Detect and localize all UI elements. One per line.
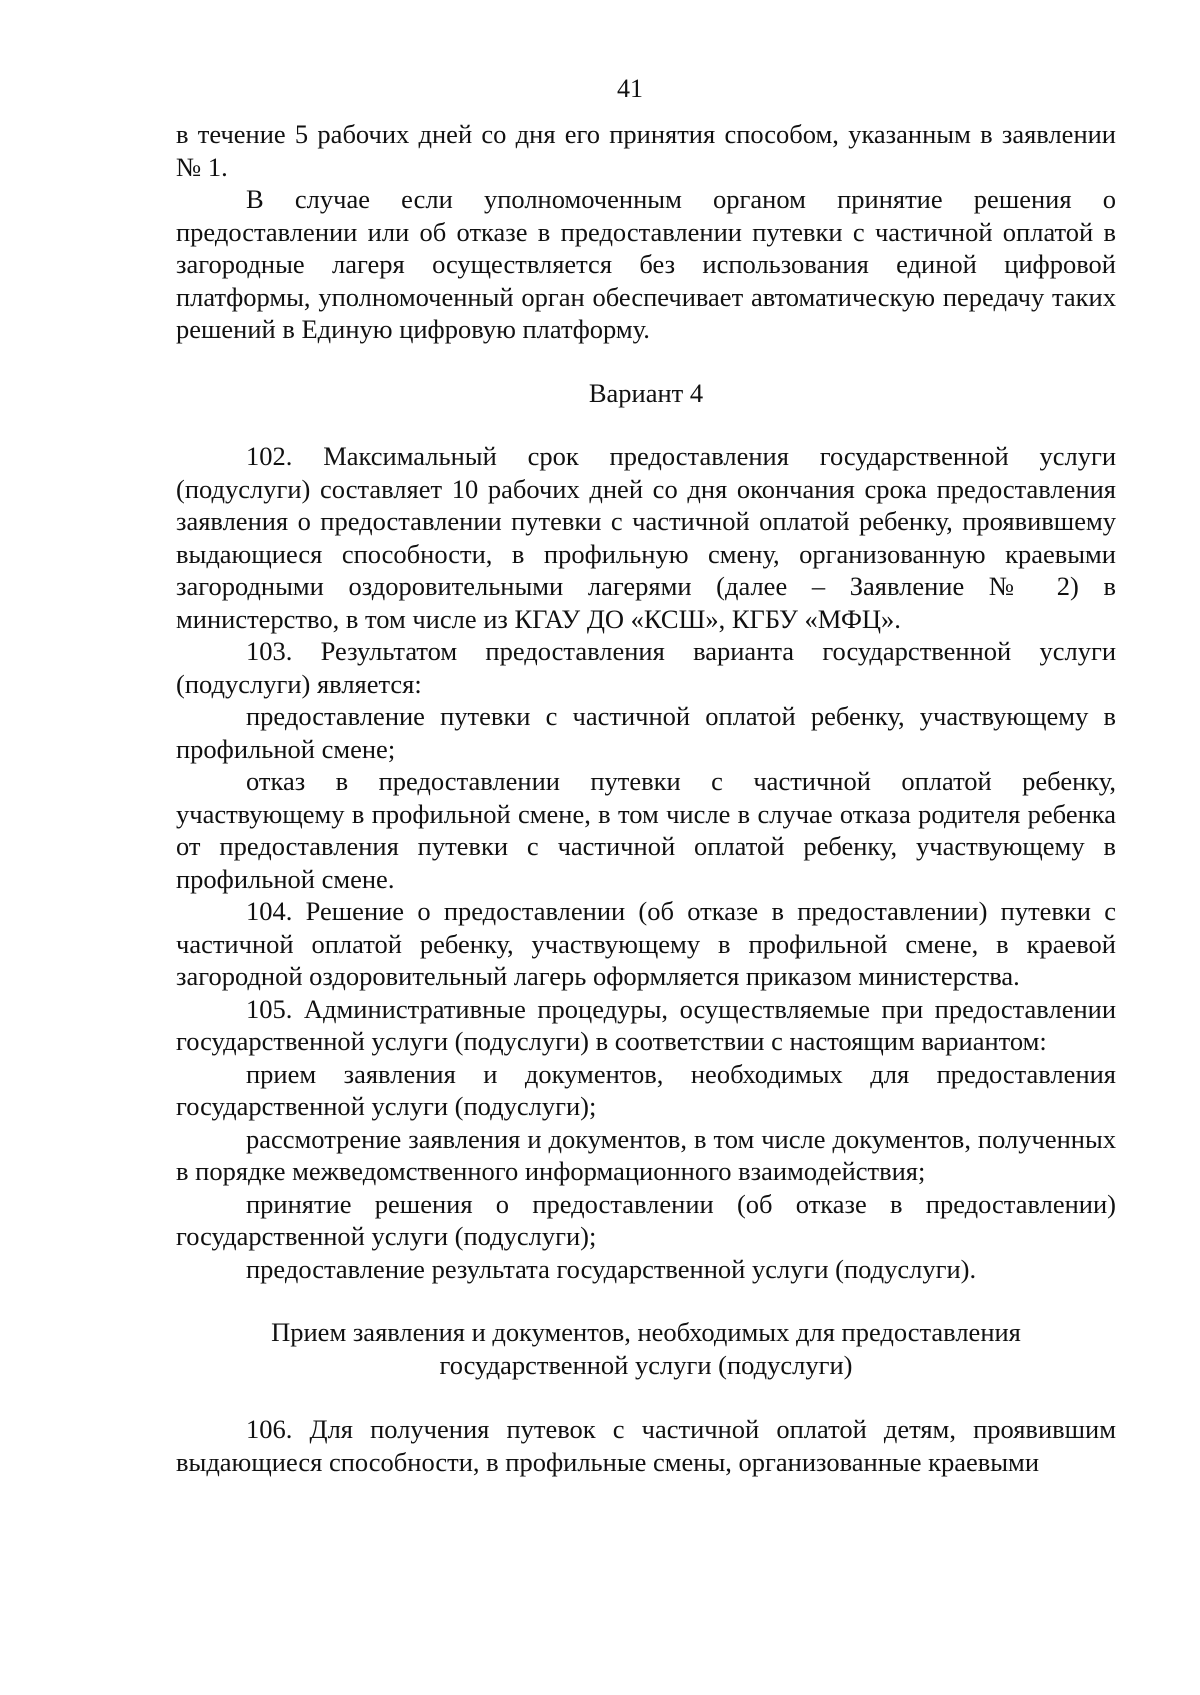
paragraph: в течение 5 рабочих дней со дня его принятия способом, указанным в заявлении № 1. [176,119,1116,182]
paragraph: 106. Для получения путевок с частичной оплатой детям, проявившим выдающиеся способности, в профильные смены, организованные краевыми [176,1414,1116,1477]
section-heading-variant: Вариант 4 [588,377,704,408]
paragraph: рассмотрение заявления и документов, в том числе документов, полученных в порядке межведомственного информационного взаимодействия; [176,1123,1116,1186]
spacer [176,1381,1116,1413]
section-heading-reception-line1: Прием заявления и документов, необходимых для предоставления [271,1317,1021,1347]
paragraph: 104. Решение о предоставлении (об отказе в предоставлении) путевки с частичной оплатой ребенку, участвующему в профильной смене, в краевой загородной оздоровительный лагерь оформляется приказом министерства. [176,896,1116,991]
document-body [176,118,1116,1478]
section-heading-reception-line2: государственной услуги (подуслуги) [439,1349,853,1380]
paragraph: предоставление путевки с частичной оплатой ребенку, участвующему в профильной смене; [176,701,1116,764]
spacer [176,1285,1116,1316]
paragraph: 105. Административные процедуры, осуществляемые при предоставлении государственной услуги (подуслуги) в соответствии с настоящим вариантом: [176,993,1116,1056]
paragraph: В случае если уполномоченным органом принятие решения о предоставлении или об отказе в предоставлении путевки с частичной оплатой в загородные лагеря осуществляется без использования единой цифровой платформы, уполномоченный орган обеспечивает автоматическую передачу таких решений в Единую цифровую платформу. [176,184,1116,344]
paragraph: прием заявления и документов, необходимых для предоставления государственной услуги (подуслуги); [176,1058,1116,1121]
spacer [176,346,1116,377]
paragraph: принятие решения о предоставлении (об отказе в предоставлении) государственной услуги (подуслуги); [176,1188,1116,1251]
paragraph: 103. Результатом предоставления варианта государственной услуги (подуслуги) является: [176,636,1116,699]
page-number: 41 [617,74,643,103]
paragraph: 102. Максимальный срок предоставления государственной услуги (подуслуги) составляет 10 рабочих дней со дня окончания срока предоставления заявления о предоставлении путевки с частичной оплатой ребенку, проявившему выдающиеся способности, в профильную смену, организованную краевыми загородными оздоровительными лагерями (далее – Заявление № 2) в министерство, в том числе из КГАУ ДО «КСШ», КГБУ «МФЦ». [176,441,1116,634]
spacer [176,409,1116,440]
paragraph: отказ в предоставлении путевки с частичной оплатой ребенку, участвующему в профильной смене, в том числе в случае отказа родителя ребенка от предоставления путевки с частичной оплатой ребенку, участвующему в профильной смене. [176,766,1116,894]
paragraph: предоставление результата государственной услуги (подуслуги). [246,1253,977,1284]
